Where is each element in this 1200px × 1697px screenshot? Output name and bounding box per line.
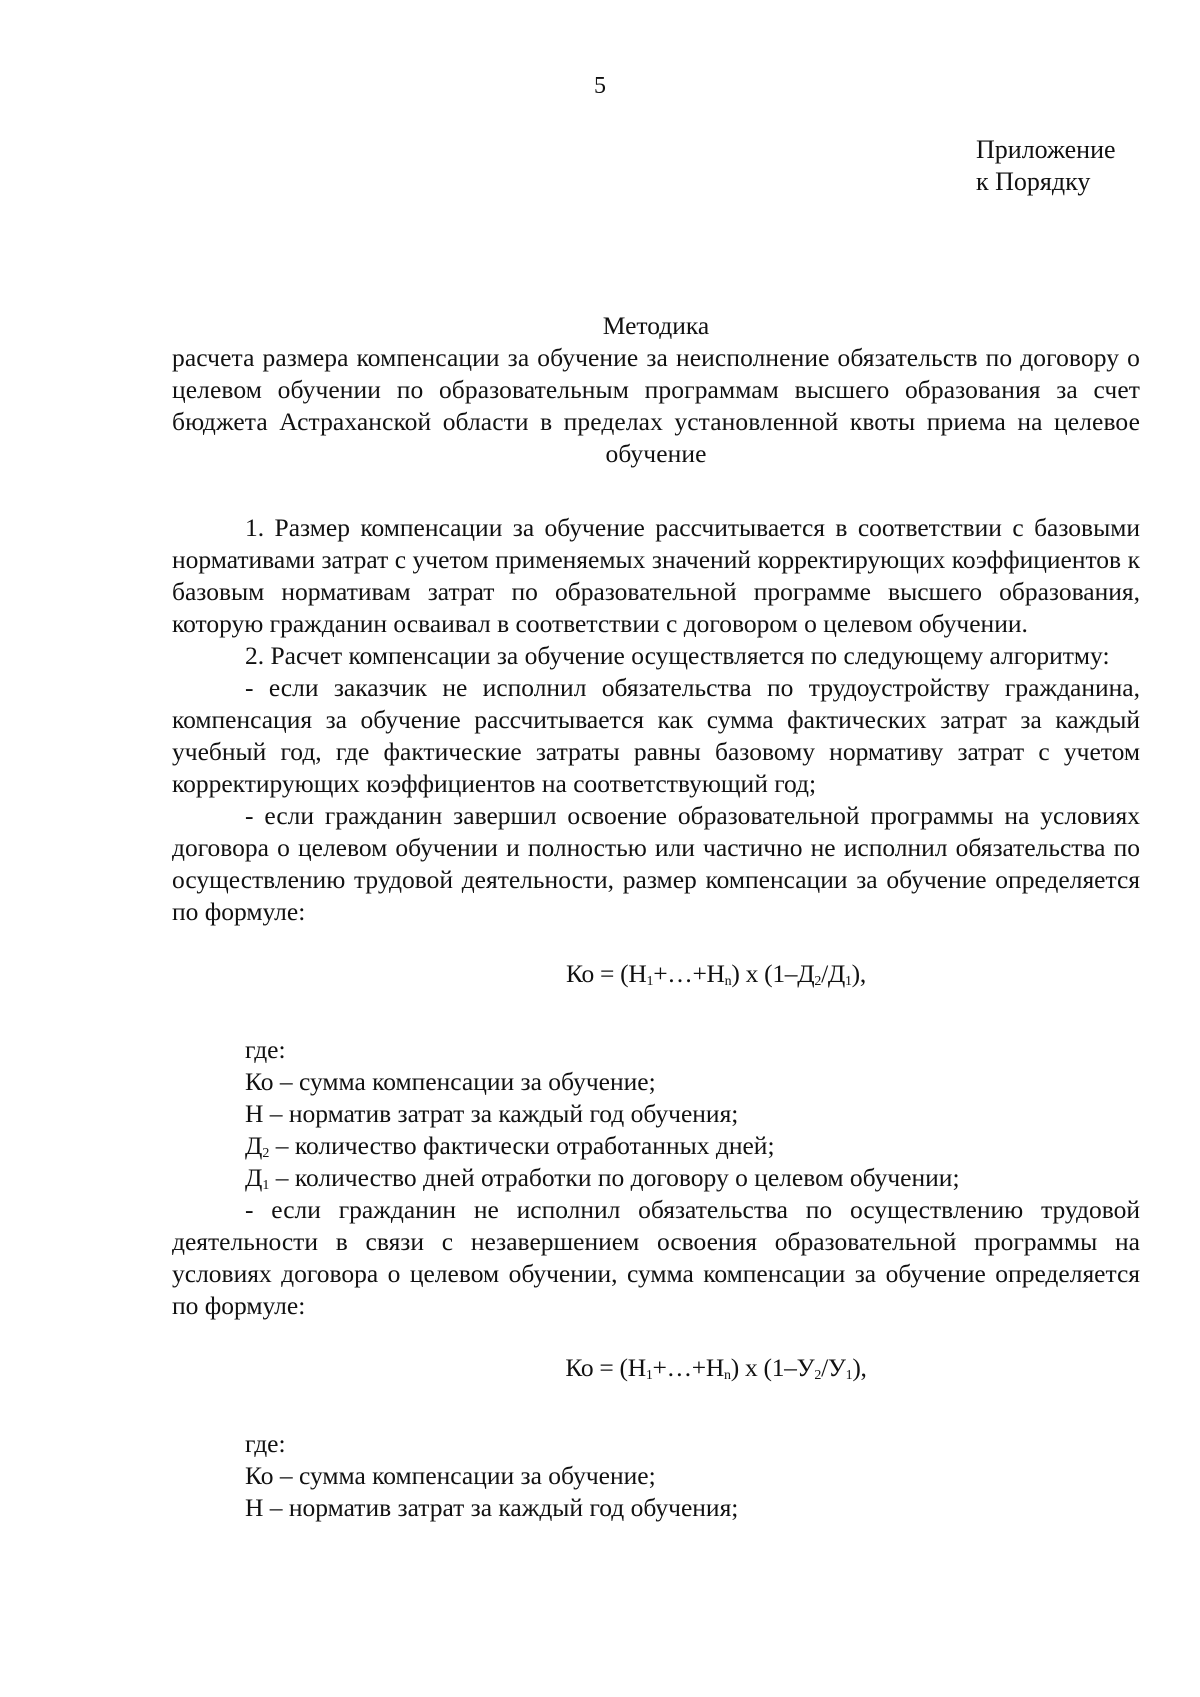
page-number: 5: [594, 73, 606, 99]
appendix-line-2: к Порядку: [976, 167, 1091, 196]
formula-1-sub-a: 2: [814, 974, 822, 989]
formula-1-lhs: Ко = (Н: [566, 959, 647, 988]
d1-text: – количество дней отработки по договору о целевом обучении;: [269, 1163, 960, 1192]
title-block: [172, 310, 1140, 470]
formula-2-sub-a: 2: [814, 1368, 822, 1383]
d1-letter: Д: [245, 1163, 263, 1192]
where-label-2: где:: [245, 1429, 286, 1458]
paragraph-5: - если гражданин не исполнил обязательства по осуществлению трудовой деятельности в связи с незавершением освоения образовательной программы на условиях договора о целевом обучении, сумма компенсации за обучение определяется по формуле:: [172, 1195, 1140, 1320]
definition-d1: [172, 1162, 1140, 1194]
d2-sub: 2: [262, 1146, 270, 1161]
formula-1-end: ),: [851, 959, 866, 988]
definition-n-2: Н – норматив затрат за каждый год обучения;: [245, 1493, 739, 1522]
document-subtitle: расчета размера компенсации за обучение за неисполнение обязательств по договору о целевом обучении по образовательным программам высшего образования за счет бюджета Астраханской области в пределах установленной квоты приема на целевое обучение: [172, 343, 1140, 468]
definition-ko-2: Ко – сумма компенсации за обучение;: [245, 1461, 656, 1490]
paragraph-3: - если заказчик не исполнил обязательства по трудоустройству гражданина, компенсация за обучение рассчитывается как сумма фактических затрат за каждый учебный год, где фактические затраты равны базовому нормативу затрат с учетом корректирующих коэффициентов на соответствующий год;: [172, 673, 1140, 798]
formula-2-lhs: Ко = (Н: [565, 1353, 646, 1382]
formula-2-mid: +…+Н: [652, 1353, 725, 1382]
d1-sub: 1: [262, 1178, 270, 1193]
formula-1-mid: +…+Н: [653, 959, 725, 988]
formula-1-sub-b: 1: [844, 974, 852, 989]
formula-2-sub-1: 1: [645, 1368, 653, 1383]
formula-1-rhs: ) х (1–Д: [731, 959, 815, 988]
definition-ko-1: Ко – сумма компенсации за обучение;: [245, 1067, 656, 1096]
formula-1-sub-1: 1: [646, 974, 654, 989]
d2-letter: Д: [245, 1131, 263, 1160]
paragraph-2: 2. Расчет компенсации за обучение осуществляется по следующему алгоритму:: [245, 641, 1110, 670]
formula-1-sub-n: n: [724, 974, 732, 989]
document-title: Методика: [602, 311, 710, 340]
where-label-1: где:: [245, 1035, 286, 1064]
formula-2-sub-n: n: [724, 1368, 731, 1383]
paragraph-4: - если гражданин завершил освоение образовательной программы на условиях договора о целевом обучении и полностью или частично не исполнил обязательства по осуществлению трудовой деятельности, размер компенсации за обучение определяется по формуле:: [172, 801, 1140, 926]
formula-2-slash: /У: [821, 1353, 846, 1382]
formula-2-rhs: ) х (1–У: [730, 1353, 815, 1382]
formula-1: [172, 958, 1140, 990]
document-body: [172, 512, 1140, 1524]
formula-2-sub-b: 1: [845, 1368, 853, 1383]
appendix-note: [976, 134, 1186, 198]
definition-n-1: Н – норматив затрат за каждый год обучения;: [245, 1099, 739, 1128]
formula-2: [172, 1352, 1140, 1384]
definition-d2: [172, 1130, 1140, 1162]
appendix-line-1: Приложение: [976, 135, 1116, 164]
d2-text: – количество фактически отработанных дней;: [269, 1131, 775, 1160]
formula-1-slash: /Д: [821, 959, 845, 988]
paragraph-1: 1. Размер компенсации за обучение рассчитывается в соответствии с базовыми нормативами затрат с учетом применяемых значений корректирующих коэффициентов к базовым нормативам затрат по образовательной программе высшего образования, которую гражданин осваивал в соответствии с договором о целевом обучении.: [172, 513, 1140, 638]
formula-2-end: ),: [852, 1353, 867, 1382]
